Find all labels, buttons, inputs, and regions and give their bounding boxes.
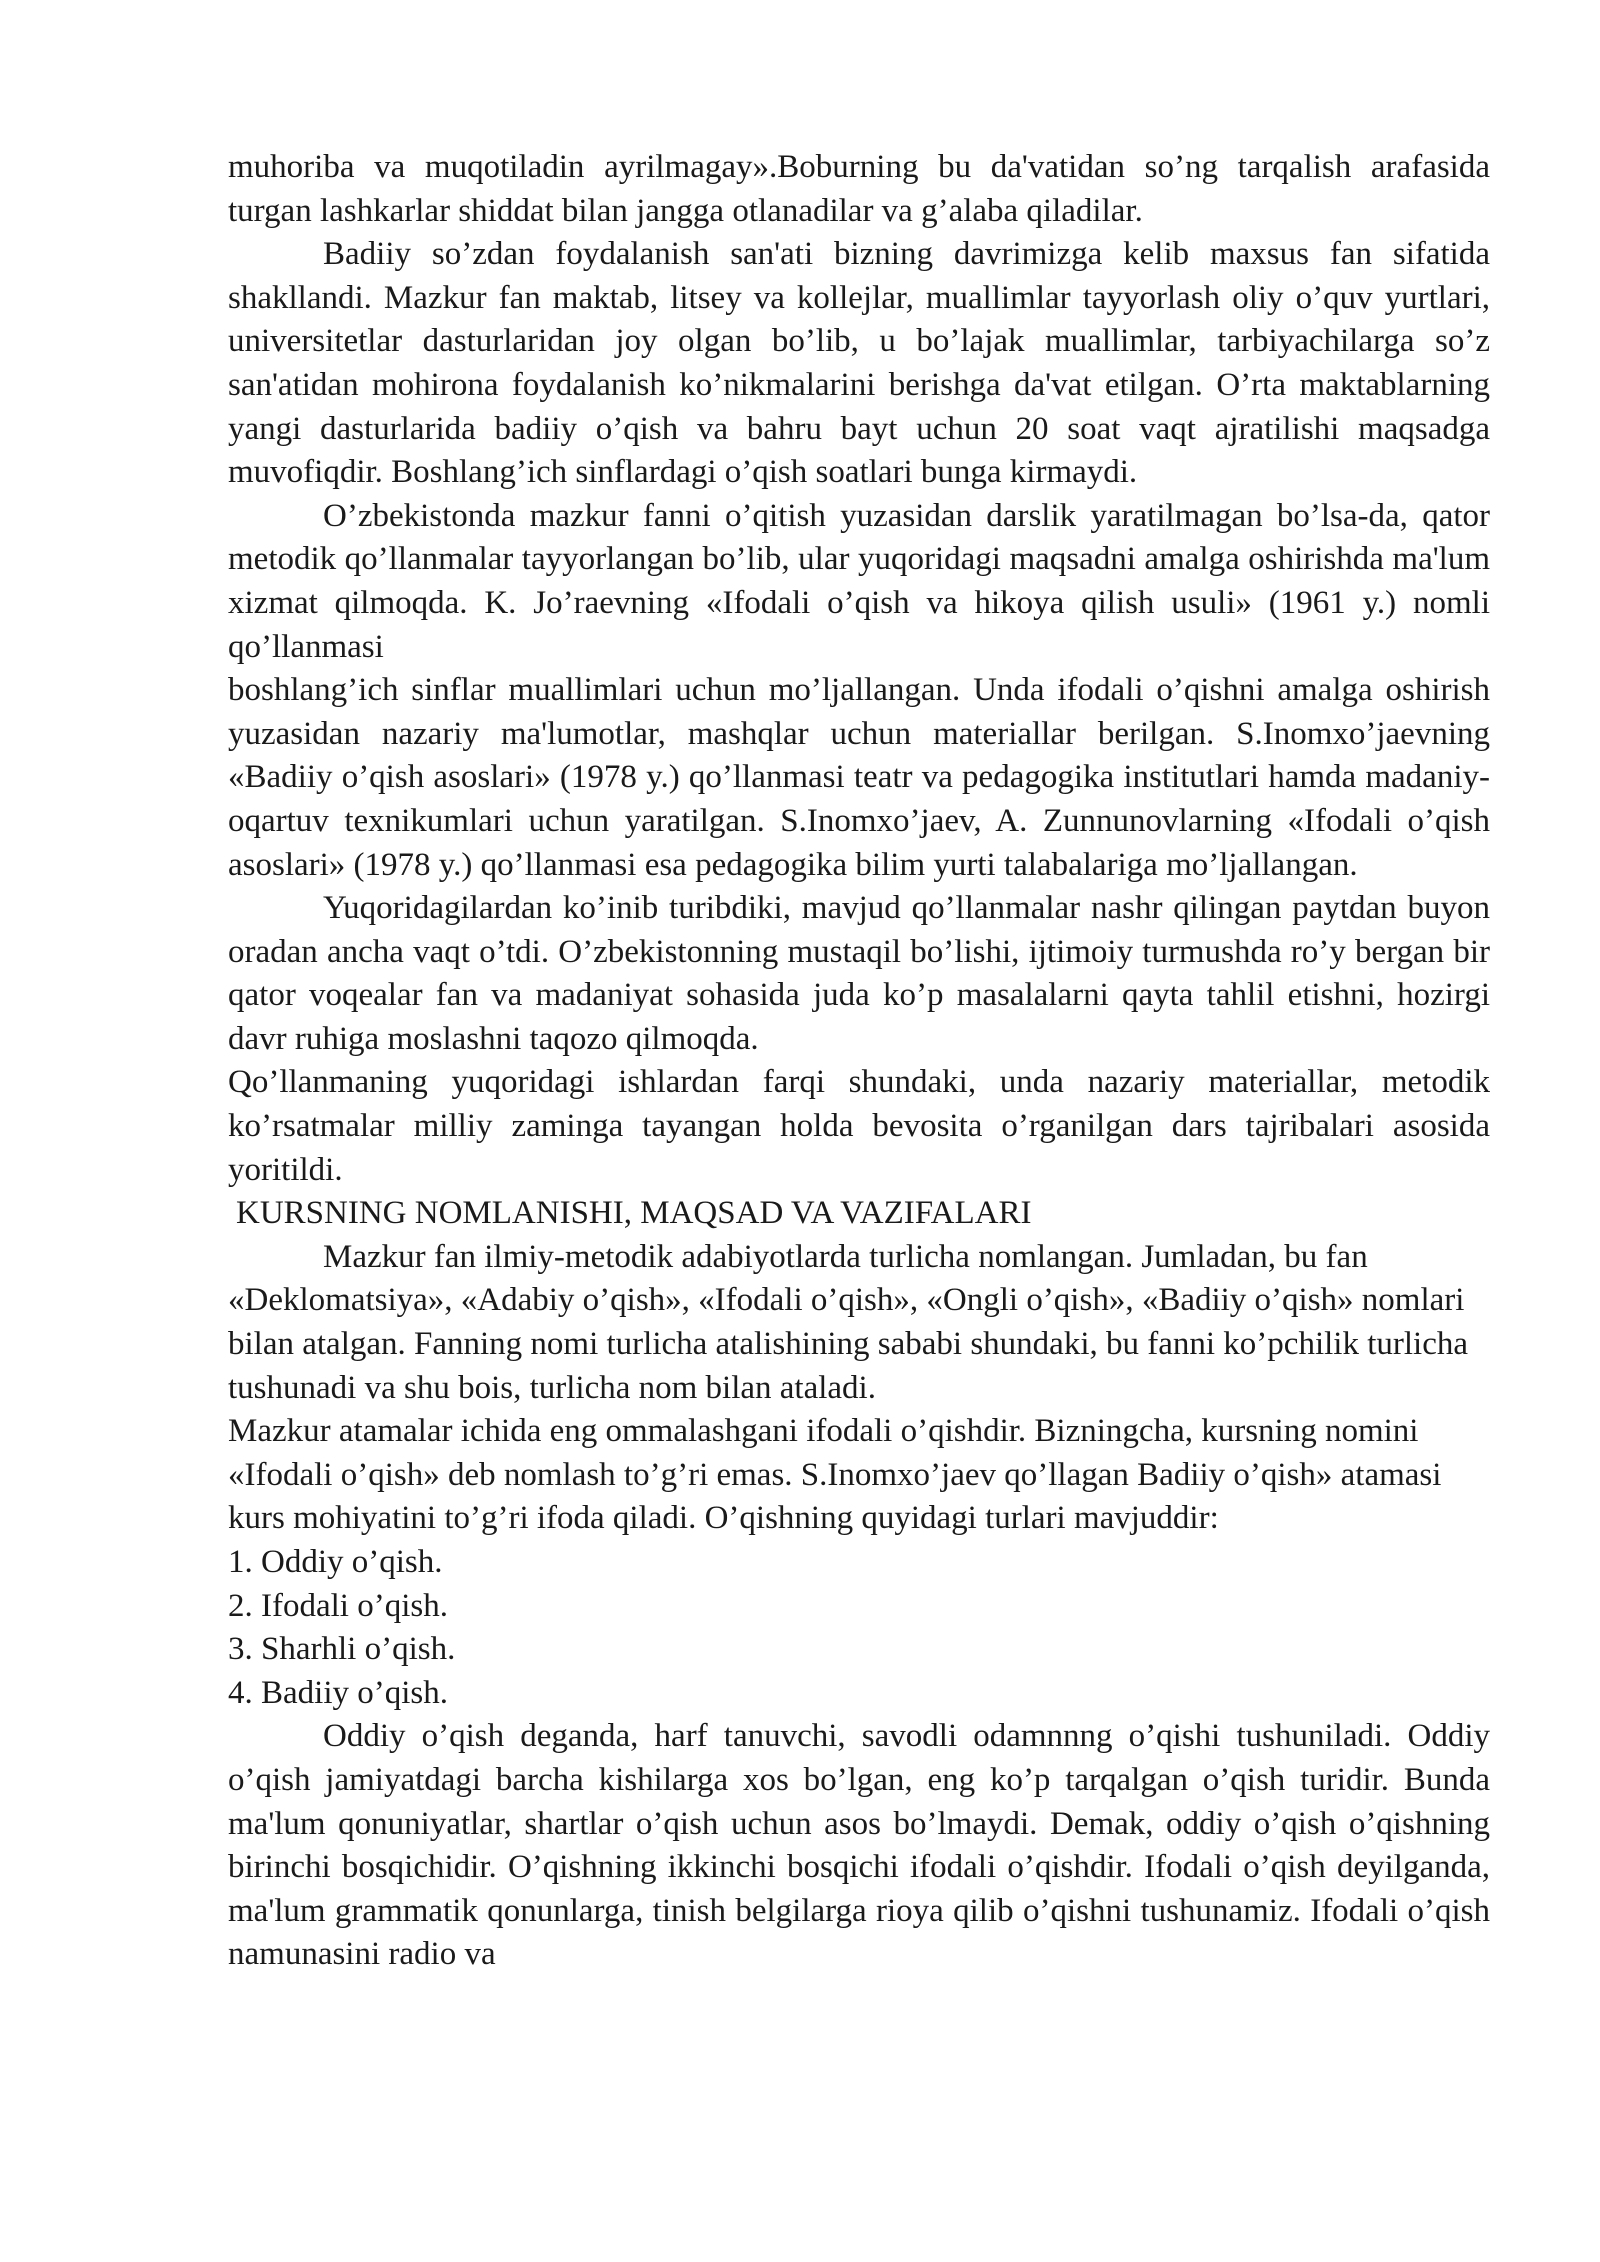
list-item: 1. Oddiy o’qish. — [228, 1544, 443, 1580]
paragraph-bobur-call: muhoriba va muqotiladin ayrilmagay».Boburning bu da'vatidan so’ng tarqalish arafasida turgan lashkarlar shiddat bilan jangga otlanadilar va g’alaba qiladilar. — [228, 149, 1490, 229]
paragraph-artistic-word-science: Badiiy so’zdan foydalanish san'ati bizning davrimizga kelib maxsus fan sifatida shakllandi. Mazkur fan maktab, litsey va kollejlar, muallimlar tayyorlash oliy o’quv yurtlari, universitetlar dasturlaridan joy olgan bo’lib, u bo’lajak muallimlar, tarbiyachilarga so’z san'atidan mohirona foydalanish ko’nikmalarini berishga da'vat etilgan. O’rta maktablarning yangi dasturlarida badiiy o’qish va bahru bayt uchun 20 soat vaqt ajratilishi maqsadga muvofiqdir. Boshlang’ich sinflardagi o’qish soatlari bunga kirmaydi. — [228, 236, 1490, 491]
paragraph-manual-difference: Qo’llanmaning yuqoridagi ishlardan farqi shundaki, unda nazariy materiallar, metodik ko’rsatmalar milliy zaminga tayangan holda bevosita o’rganilgan dars tajribalari asosida yoritildi. — [228, 1064, 1490, 1188]
paragraph-course-naming: Mazkur fan ilmiy-metodik adabiyotlarda turlicha nomlangan. Jumladan, bu fan «Deklomatsiya», «Adabiy o’qish», «Ifodali o’qish», «Ongli o’qish», «Badiiy o’qish» nomlari bilan atalgan. Fanning nomi turlicha atalishining sababi shundaki, bu fanni ko’pchilik turlicha tushunadi va shu bois, turlicha nom bilan ataladi. — [228, 1238, 1468, 1406]
document-page — [228, 146, 1490, 1977]
paragraph-simple-reading: Oddiy o’qish deganda, harf tanuvchi, savodli odamnnng o’qishi tushuniladi. Oddiy o’qish jamiyatdagi barcha kishilarga xos bo’lgan, eng ko’p tarqalgan o’qish turidir. Bunda ma'lum qonuniyatlar, shartlar o’qish uchun asos bo’lmaydi. Demak, oddiy o’qish o’qishning birinchi bosqichidir. O’qishning ikkinchi bosqichi ifodali o’qishdir. Ifodali o’qish deyilganda, ma'lum grammatik qonunlarga, tinish belgilarga rioya qilib o’qishni tushunamiz. Ifodali o’qish namunasini radio va — [228, 1718, 1490, 1973]
list-item: 4. Badiiy o’qish. — [228, 1674, 448, 1711]
list-item: 3. Sharhli o’qish. — [228, 1631, 456, 1668]
section-heading: KURSNING NOMLANISHI, MAQSAD VA VAZIFALARI — [236, 1195, 1032, 1232]
paragraph-reading-terms: Mazkur atamalar ichida eng ommalashgani ifodali o’qishdir. Bizningcha, kursning nomini «Ifodali o’qish» deb nomlash to’g’ri emas. S.Inomxo’jaev qo’llagan Badiiy o’qish» atamasi kurs mohiyatini to’g’ri ifoda qiladi. O’qishning quyidagi turlari mavjuddir: — [228, 1413, 1442, 1537]
list-item: 2. Ifodali o’qish. — [228, 1587, 448, 1624]
paragraph-uzbek-manuals: O’zbekistonda mazkur fanni o’qitish yuzasidan darslik yaratilmagan bo’lsa-da, qator metodik qo’llanmalar tayyorlangan bo’lib, ular yuqoridagi maqsadni amalga oshirishda ma'lum xizmat qilmoqda. K. Jo’raevning «Ifodali o’qish va hikoya qilish usuli» (1961 y.) nomli qo’llanmasi — [228, 497, 1490, 665]
reading-types-list — [228, 1541, 1490, 1715]
paragraph-time-passed: Yuqoridagilardan ko’inib turibdiki, mavjud qo’llanmalar nashr qilingan paytdan buyon oradan ancha vaqt o’tdi. O’zbekistonning mustaqil bo’lishi, ijtimoiy turmushda ro’y bergan bir qator voqealar fan va madaniyat sohasida juda ko’p masalalarni qayta tahlil etishni, hozirgi davr ruhiga moslashni taqozo qilmoqda. — [228, 890, 1490, 1057]
paragraph-manuals-continued: boshlang’ich sinflar muallimlari uchun mo’ljallangan. Unda ifodali o’qishni amalga oshirish yuzasidan nazariy ma'lumotlar, mashqlar uchun materiallar berilgan. S.Inomxo’jaevning «Badiiy o’qish asoslari» (1978 y.) qo’llanmasi teatr va pedagogika institutlari hamda madaniy-oqartuv texnikumlari uchun yaratilgan. S.Inomxo’jaev, A. Zunnunovlarning «Ifodali o’qish asoslari» (1978 y.) qo’llanmasi esa pedagogika bilim yurti talabalariga mo’ljallangan. — [228, 672, 1490, 883]
